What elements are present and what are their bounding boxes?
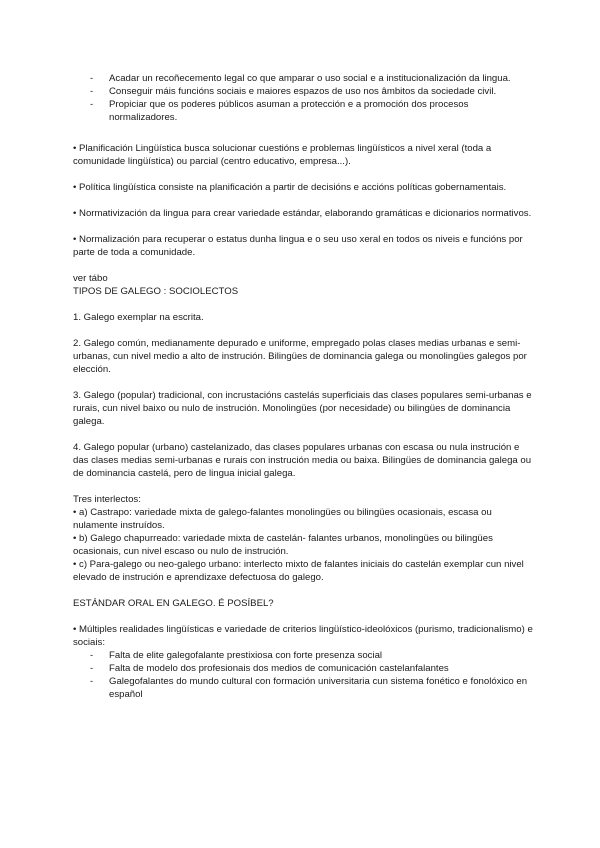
interlects-title: Tres interlectos: xyxy=(73,494,141,505)
goals-list xyxy=(73,72,533,124)
interlect-c: • c) Para-galego ou neo-galego urbano: interlecto mixto de falantes iniciais do castelán exemplar cun nivel elevado de instrución e aprendizaxe defectuosa do galego. xyxy=(73,559,524,583)
document-content xyxy=(73,72,533,719)
list-item-text: Galegofalantes do mundo cultural con formación universitaria cun sistema fonético e fonolóxico en español xyxy=(109,676,528,700)
sociolect-2: 2. Galego común, medianamente depurado e uniforme, empregado polas clases medias urbanas e semi-urbanas, cun nivel medio a alto de instrución. Bilingües de dominancia galega ou monolingües galegos por elección. xyxy=(73,338,527,375)
shortcomings-list xyxy=(73,649,533,701)
sociolect-1: 1. Galego exemplar na escrita. xyxy=(73,312,204,323)
sociolects-header-group xyxy=(73,272,533,298)
dash-marker: - xyxy=(90,650,94,661)
definition-normalizacion: • Normalización para recuperar o estatus dunha lingua e o seu uso xeral en todos os niveis e funcións por parte de toda a comunidade. xyxy=(73,234,523,258)
list-item xyxy=(73,72,533,85)
list-item-text: Falta de elite galegofalante prestixiosa con forte presenza social xyxy=(109,650,383,661)
interlects-group xyxy=(73,493,533,584)
list-item xyxy=(73,649,533,662)
list-item-text: Acadar un recoñecemento legal co que amparar o uso social e a institucionalización da lingua. xyxy=(109,73,511,84)
definition-normativizacion: • Normativización da lingua para crear variedade estándar, elaborando gramáticas e dicionarios normativos. xyxy=(73,208,532,219)
list-item xyxy=(73,85,533,98)
multiple-realities-paragraph: • Múltiples realidades lingüísticas e variedade de criterios lingüístico-ideolóxicos (purismo, tradicionalismo) e sociais: xyxy=(73,624,533,648)
section-heading-oral-standard: ESTÁNDAR ORAL EN GALEGO. É POSÍBEL? xyxy=(73,598,274,609)
list-item xyxy=(73,662,533,675)
section-heading-sociolects: TIPOS DE GALEGO : SOCIOLECTOS xyxy=(73,286,239,297)
definition-planificacion: • Planificación Lingüística busca solucionar cuestións e problemas lingüísticos a nivel xeral (toda a comunidade lingüística) ou parcial (centro educativo, empresa...). xyxy=(73,143,492,167)
list-item xyxy=(73,98,533,124)
dash-marker: - xyxy=(90,73,94,84)
sociolect-3: 3. Galego (popular) tradicional, con incrustacións castelás superficiais das clases populares semi-urbanas e rurais, cun nivel baixo ou nulo de instrución. Monolingües (por necesidade) ou bilingües de dominancia galega. xyxy=(73,390,532,427)
sociolect-4: 4. Galego popular (urbano) castelanizado, das clases populares urbanas con escasa ou nula instrución e das clases medias semi-urbanas e rurais con instrución media ou baixa. Bilingües de dominancia galega ou de dominancia castelá, pero de lingua inicial galega. xyxy=(73,442,532,479)
list-item-text: Falta de modelo dos profesionais dos medios de comunicación castelanfalantes xyxy=(109,663,449,674)
dash-marker: - xyxy=(90,676,94,687)
dash-marker: - xyxy=(90,99,94,110)
interlect-b: • b) Galego chapurreado: variedade mixta de castelán- falantes urbanos, monolingües ou bilingües ocasionais, cun nivel escaso ou nulo de instrución. xyxy=(73,533,493,557)
dash-marker: - xyxy=(90,86,94,97)
interlect-a: • a) Castrapo: variedade mixta de galego-falantes monolingües ou bilingües ocasionais, escasa ou nulamente instruídos. xyxy=(73,507,492,531)
list-item-text: Conseguir máis funcións sociais e maiores espazos de uso nos âmbitos da sociedade civil. xyxy=(109,86,497,97)
see-table-note: ver tábo xyxy=(73,273,108,284)
list-item xyxy=(73,675,533,701)
definition-politica: • Política lingüística consiste na planificación a partir de decisións e accións políticas gobernamentais. xyxy=(73,182,507,193)
list-item-text: Propiciar que os poderes públicos asuman a protección e a promoción dos procesos normalizadores. xyxy=(109,99,469,123)
dash-marker: - xyxy=(90,663,94,674)
